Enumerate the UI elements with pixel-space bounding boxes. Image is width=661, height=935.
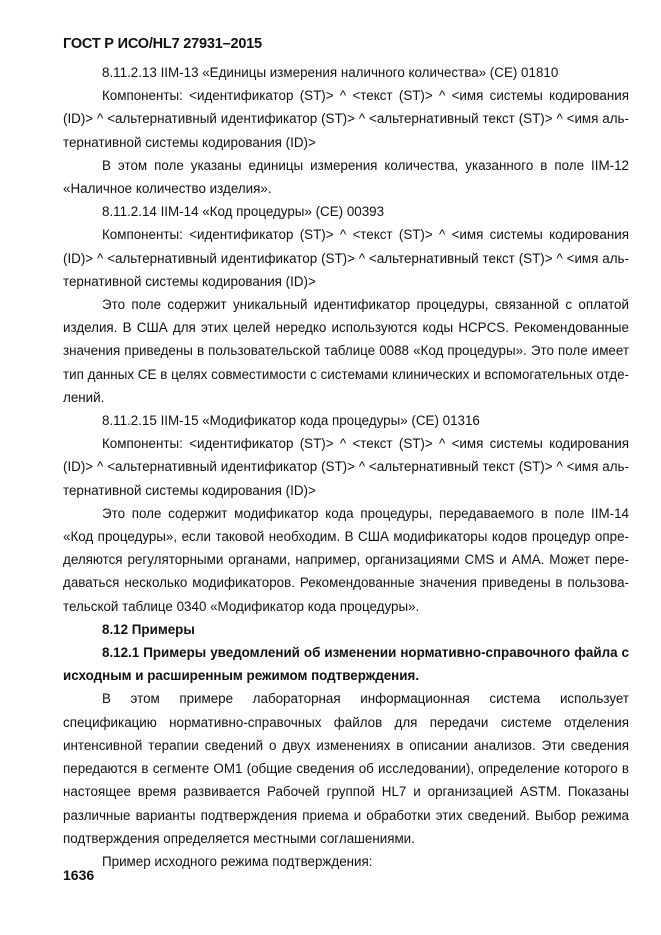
example-description-paragraph: В этом примере лабораторная информационная система использует спецификацию нормативно-справочных файлов для передачи системе отделения интенсивной терапии сведений о двух изменениях в описании анализов. Эти сведения передаются в сегменте OM1 (общие сведения об исследовании), определение которого в настоящее время развивается Рабочей группой HL7 и организацией ASTM. Показаны различные варианты подтверждения приема и обработки этих сведений. Выбор режима подтверждения определяется местными соглашениями. [63,691,629,846]
document-header-title: ГОСТ Р ИСО/HL7 27931–2015 [63,36,262,52]
document-body [63,61,629,873]
components-paragraph-iim-14: Компоненты: <идентификатор (ST)> ^ <текст (ST)> ^ <имя системы кодирования (ID)> ^ <альтернативный идентификатор (ST)> ^ <альтернативный текст (ST)> ^ <имя альтернативной системы кодирования (ID)> [63,227,629,289]
page-number: 1636 [63,867,95,883]
subsection-heading-8-12-1: 8.12.1 Примеры уведомлений об изменении нормативно-справочного файла с исходным и расширенным режимом подтверждения. [63,645,629,684]
section-heading-iim-15: 8.11.2.15 IIM-15 «Модификатор кода процедуры» (CE) 01316 [102,413,480,429]
description-paragraph-iim-15: Это поле содержит модификатор кода процедуры, передаваемого в поле IIM-14 «Код процедуры», если таковой необходим. В США модификаторы кодов процедур определяются регуляторными органами, например, организациями CMS и AMA. Может передаваться несколько модификаторов. Рекомендованные значения приведены в пользовательской таблице 0340 «Модификатор кода процедуры». [63,505,629,614]
section-heading-iim-13: 8.11.2.13 IIM-13 «Единицы измерения наличного количества» (CE) 01810 [102,65,559,80]
section-heading-iim-14: 8.11.2.14 IIM-14 «Код процедуры» (CE) 00393 [102,204,385,220]
components-paragraph-iim-15: Компоненты: <идентификатор (ST)> ^ <текст (ST)> ^ <имя системы кодирования (ID)> ^ <альтернативный идентификатор (ST)> ^ <альтернативный текст (ST)> ^ <имя альтернативной системы кодирования (ID)> [63,436,629,498]
example-intro-paragraph: Пример исходного режима подтверждения: [102,853,373,869]
section-heading-examples: 8.12 Примеры [102,621,195,637]
description-paragraph-iim-13: В этом поле указаны единицы измерения количества, указанного в поле IIM-12 «Наличное количество изделия». [63,157,629,197]
components-paragraph-iim-13: Компоненты: <идентификатор (ST)> ^ <текст (ST)> ^ <имя системы кодирования (ID)> ^ <альтернативный идентификатор (ST)> ^ <альтернативный текст (ST)> ^ <имя альтернативной системы кодирования (ID)> [63,88,629,150]
description-paragraph-iim-14: Это поле содержит уникальный идентификатор процедуры, связанной с оплатой изделия. В США для этих целей нередко используются коды HCPCS. Рекомендованные значения приведены в пользовательской таблице 0088 «Код процедуры». Это поле имеет тип данных CE в целях совместимости с системами клинических и вспомогательных отделений. [63,297,629,405]
